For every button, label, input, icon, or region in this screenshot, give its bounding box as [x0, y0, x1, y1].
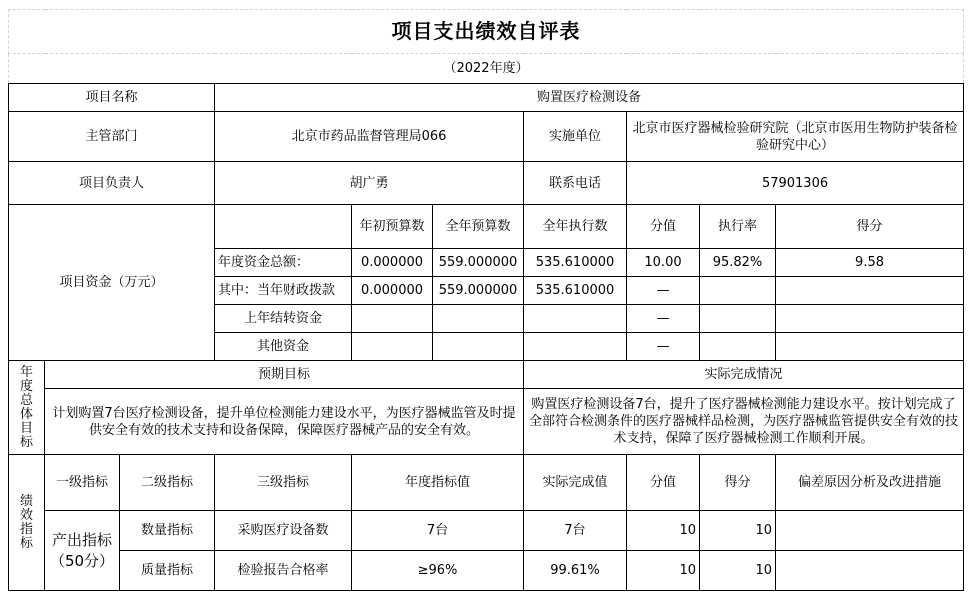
ind-actual: 99.61%	[524, 551, 627, 591]
ind-level2: 数量指标	[120, 511, 215, 551]
expected-goal-text: 计划购置7台医疗检测设备，提升单位检测能力建设水平，为医疗器械监管及时提供安全有效的技术支持和设备保障，保障医疗器械产品的安全有效。	[45, 389, 524, 455]
funds-header-annual: 全年预算数	[433, 205, 524, 249]
project-name-value: 购置医疗检测设备	[215, 84, 964, 112]
ind-score-value: 10	[627, 511, 700, 551]
funds-row-score	[776, 333, 964, 361]
funds-row-score	[776, 305, 964, 333]
phone-label: 联系电话	[524, 162, 627, 205]
ind-level3: 采购医疗设备数	[215, 511, 352, 551]
funds-header-score-value: 分值	[627, 205, 700, 249]
funds-header-initial: 年初预算数	[352, 205, 433, 249]
funds-row-score: 9.58	[776, 249, 964, 277]
funds-row-rate	[700, 333, 776, 361]
ind-actual: 7台	[524, 511, 627, 551]
phone-value: 57901306	[627, 162, 964, 205]
indicator-row	[9, 511, 964, 551]
expected-goal-header: 预期目标	[45, 361, 524, 389]
funds-row-annual	[433, 305, 524, 333]
leader-label: 项目负责人	[9, 162, 215, 205]
funds-row-rate	[700, 277, 776, 305]
funds-row-executed: 535.610000	[524, 249, 627, 277]
ind-analysis	[776, 551, 964, 591]
funds-header-executed: 全年执行数	[524, 205, 627, 249]
funds-row-score-value: —	[627, 333, 700, 361]
funds-row-score-value: —	[627, 305, 700, 333]
year-label: （2022年度）	[9, 54, 964, 84]
ind-score: 10	[700, 511, 776, 551]
funds-row-initial	[352, 333, 433, 361]
funds-row-name: 其他资金	[215, 333, 352, 361]
funds-row-annual: 559.000000	[433, 249, 524, 277]
leader-value: 胡广勇	[215, 162, 524, 205]
ind-score: 10	[700, 551, 776, 591]
evaluation-table	[8, 9, 964, 591]
funds-row-score-value: —	[627, 277, 700, 305]
ind-analysis	[776, 511, 964, 551]
ind-target: ≥96%	[352, 551, 524, 591]
funds-row-name: 其中：当年财政拨款	[215, 277, 352, 305]
funds-header-blank	[215, 205, 352, 249]
funds-header-rate: 执行率	[700, 205, 776, 249]
actual-completion-header: 实际完成情况	[524, 361, 964, 389]
dept-value: 北京市药品监督管理局066	[215, 112, 524, 162]
funds-row-annual: 559.000000	[433, 277, 524, 305]
indicator-row	[9, 551, 964, 591]
funds-row-name: 年度资金总额：	[215, 249, 352, 277]
ind-level1: 产出指标（50分）	[45, 511, 120, 591]
page-title: 项目支出绩效自评表	[9, 10, 964, 54]
unit-label: 实施单位	[524, 112, 627, 162]
ind-header-target: 年度指标值	[352, 455, 524, 511]
funds-row-initial: 0.000000	[352, 277, 433, 305]
funds-row-initial: 0.000000	[352, 249, 433, 277]
funds-row-executed	[524, 333, 627, 361]
funds-header-score: 得分	[776, 205, 964, 249]
ind-score-value: 10	[627, 551, 700, 591]
actual-completion-text: 购置医疗检测设备7台，提升了医疗器械检测能力建设水平。按计划完成了全部符合检测条件的医疗器械样品检测，为医疗器械监管提供安全有效的技术支持，保障了医疗器械检测工作顺利开展。	[524, 389, 964, 455]
funds-label: 项目资金（万元）	[9, 205, 215, 361]
ind-header-level2: 二级指标	[120, 455, 215, 511]
funds-row-annual	[433, 333, 524, 361]
ind-header-level1: 一级指标	[45, 455, 120, 511]
ind-level3: 检验报告合格率	[215, 551, 352, 591]
funds-row-rate	[700, 305, 776, 333]
funds-row-name: 上年结转资金	[215, 305, 352, 333]
funds-row-executed: 535.610000	[524, 277, 627, 305]
ind-header-actual: 实际完成值	[524, 455, 627, 511]
indicators-side-label: 绩 效 指 标	[9, 455, 45, 591]
unit-value: 北京市医疗器械检验研究院（北京市医用生物防护装备检验研究中心）	[627, 112, 964, 162]
project-name-label: 项目名称	[9, 84, 215, 112]
ind-header-score: 得分	[700, 455, 776, 511]
ind-header-analysis: 偏差原因分析及改进措施	[776, 455, 964, 511]
funds-row-initial	[352, 305, 433, 333]
goals-side-label: 年 度 总 体 目 标	[9, 361, 45, 455]
funds-row-executed	[524, 305, 627, 333]
ind-header-level3: 三级指标	[215, 455, 352, 511]
funds-row-score	[776, 277, 964, 305]
dept-label: 主管部门	[9, 112, 215, 162]
funds-row-rate: 95.82%	[700, 249, 776, 277]
funds-row-score-value: 10.00	[627, 249, 700, 277]
ind-level2: 质量指标	[120, 551, 215, 591]
ind-header-score-value: 分值	[627, 455, 700, 511]
ind-target: 7台	[352, 511, 524, 551]
